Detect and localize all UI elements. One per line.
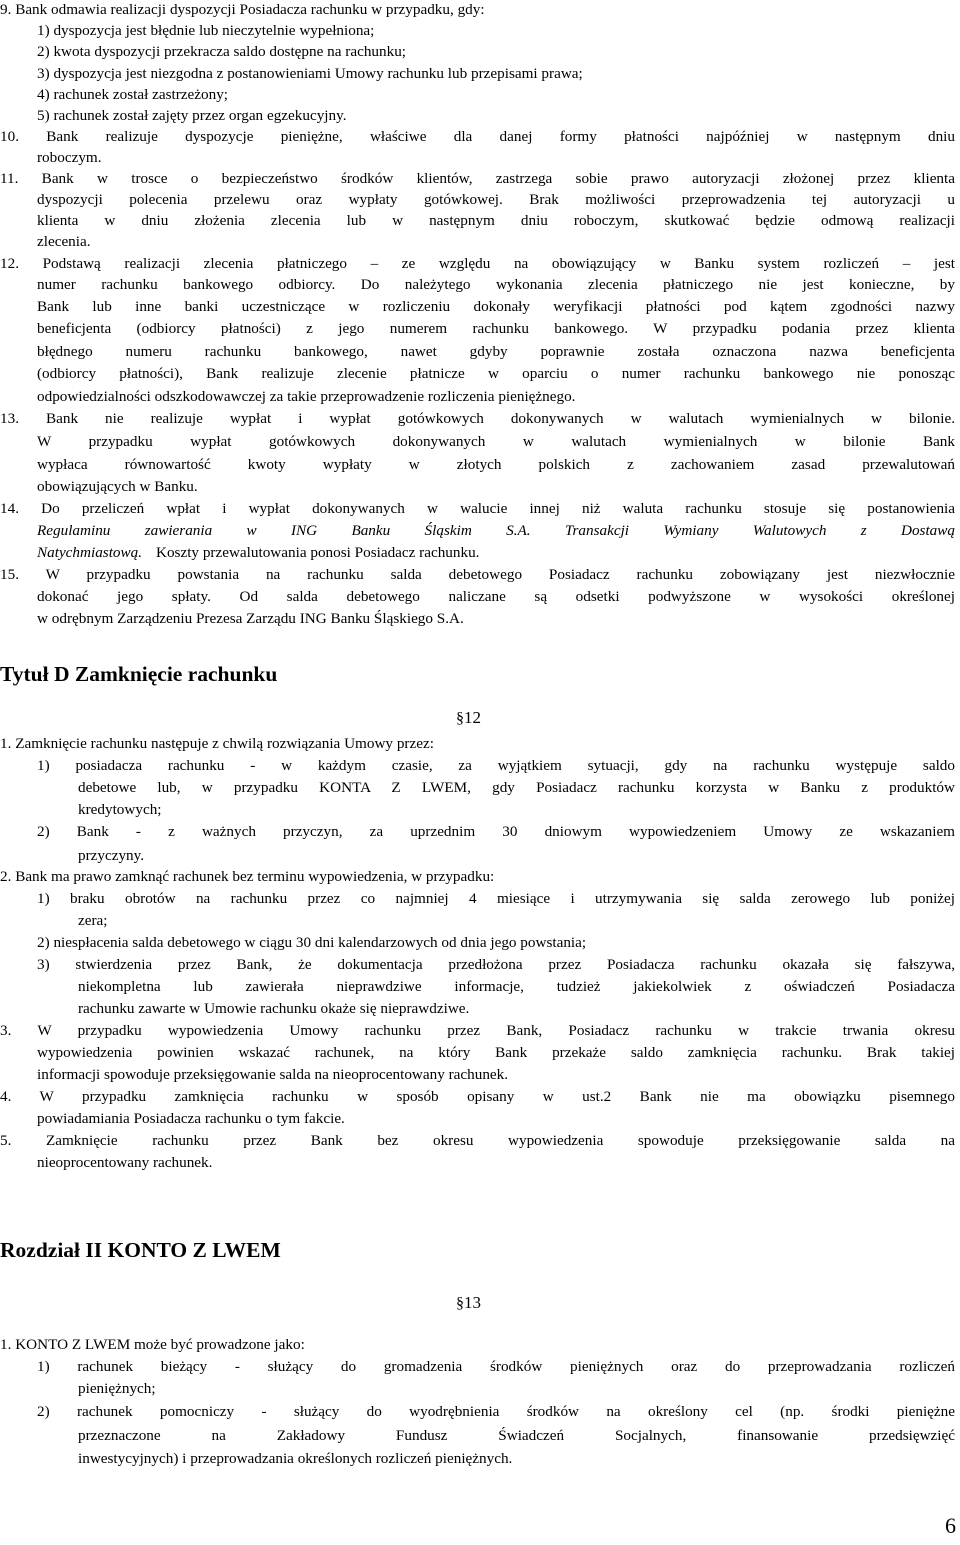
text-line: wypowiedzenia powinien wskazać rachunek, na który Bank przekaże saldo zamknięcia rachunku. Brak takiej <box>37 1044 955 1061</box>
text-line: 15. W przypadku powstania na rachunku salda debetowego Posiadacz rachunku zobowiązany jest niezwłocznie <box>0 566 955 583</box>
text-line: inwestycyjnych) i przeprowadzania określonych rozliczeń pieniężnych. <box>78 1450 513 1467</box>
text-line: przyczyny. <box>78 847 145 864</box>
text-line: 1) braku obrotów na rachunku przez co najmniej 4 miesiące i utrzymywania się salda zerowego lub poniżej <box>37 890 955 907</box>
text-line: debetowe lub, w przypadku KONTA Z LWEM, gdy Posiadacz rachunku korzysta w Banku z produktów <box>78 779 955 796</box>
text-line: W przypadku wypłat gotówkowych dokonywanych w walutach wymienialnych w bilonie Bank <box>37 433 955 450</box>
heading-chapter-ii: Rozdział II KONTO Z LWEM <box>0 1238 281 1262</box>
text-line: przeznaczone na Zakładowy Fundusz Świadczeń Socjalnych, finansowanie przedsięwzięć <box>78 1427 955 1444</box>
text-line: Koszty przewalutowania ponosi Posiadacz rachunku. <box>156 544 480 561</box>
text-line: Natychmiastową. <box>37 544 143 561</box>
text-line: klienta w dniu złożenia zlecenia lub w następnym dniu roboczym, skutkować będzie odmową realizacji <box>37 212 955 229</box>
text-line: (odbiorcy płatności), Bank realizuje zlecenie płatnicze w oparciu o numer rachunku bankowego nie ponosząc <box>37 365 955 382</box>
text-line: kredytowych; <box>78 801 162 818</box>
text-line: roboczym. <box>37 149 102 166</box>
text-line: powiadamiania Posiadacza rachunku o tym fakcie. <box>37 1110 345 1127</box>
text-line: rachunku zawarte w Umowie rachunku okaże się nieprawdziwe. <box>78 1000 470 1017</box>
section-symbol-icon: § <box>456 1295 464 1312</box>
text-line: 4. W przypadku zamknięcia rachunku w sposób opisany w ust.2 Bank nie ma obowiązku pisemnego <box>0 1088 955 1105</box>
text-line: 11. Bank w trosce o bezpieczeństwo środków klientów, zastrzega sobie prawo autoryzacji złożonej przez klienta <box>0 170 955 187</box>
text-line: 5. Zamknięcie rachunku przez Bank bez okresu wypowiedzenia spowoduje przeksięgowanie salda na <box>0 1132 955 1149</box>
text-line: 2) niespłacenia salda debetowego w ciągu 30 dni kalendarzowych od dnia jego powstania; <box>37 934 587 951</box>
text-line: beneficjenta (odbiorcy płatności) z jego numerem rachunku bankowego. W przypadku podania przez klienta <box>37 320 955 337</box>
text-line: 2) rachunek pomocniczy - służący do wyodrębnienia środków na określony cel (np. środki pieniężne <box>37 1403 955 1420</box>
text-line: 3. W przypadku wypowiedzenia Umowy rachunku przez Bank, Posiadacz rachunku w trakcie trwania okresu <box>0 1022 955 1039</box>
text-line: zlecenia. <box>37 233 91 250</box>
text-line: w odrębnym Zarządzeniu Prezesa Zarządu ING Banku Śląskiego S.A. <box>37 610 464 627</box>
section-symbol-icon: § <box>456 710 464 727</box>
heading-title-d: Tytuł D Zamknięcie rachunku <box>0 662 278 686</box>
text-line: 3) dyspozycja jest niezgodna z postanowieniami Umowy rachunku lub przepisami prawa; <box>37 65 583 82</box>
text-line: 12. Podstawą realizacji zlecenia płatniczego – ze względu na obowiązujący w Banku system rozliczeń – jest <box>0 255 955 272</box>
section-number-13: §13 <box>456 1293 481 1312</box>
text-line: 2) kwota dyspozycji przekracza saldo dostępne na rachunku; <box>37 43 407 60</box>
text-line: zera; <box>78 912 108 929</box>
page-number: 6 <box>945 1513 956 1538</box>
text-line: nieoprocentowany rachunek. <box>37 1154 213 1171</box>
text-line: Bank lub inne banki uczestniczące w rozliczeniu dokonały weryfikacji płatności pod kątem zgodności nazwy <box>37 298 955 315</box>
text-line: 14. Do przeliczeń wpłat i wypłat dokonywanych w walucie innej niż waluta rachunku stosuje się postanowienia <box>0 500 955 517</box>
text-line: 1. Zamknięcie rachunku następuje z chwilą rozwiązania Umowy przez: <box>0 735 434 752</box>
text-line: wypłaca równowartość kwoty wypłaty w złotych polskich z zachowaniem zasad przewalutowań <box>37 456 955 473</box>
section-number-12: §12 <box>456 708 481 727</box>
text-line: błędnego numeru rachunku bankowego, nawet gdyby poprawnie została oznaczona nazwa beneficjenta <box>37 343 955 360</box>
text-line: 9. Bank odmawia realizacji dyspozycji Posiadacza rachunku w przypadku, gdy: <box>0 1 485 18</box>
text-line: 2) Bank - z ważnych przyczyn, za uprzednim 30 dniowym wypowiedzeniem Umowy ze wskazaniem <box>37 823 955 840</box>
text-line: odpowiedzialności odszkodowawczej za takie przeprowadzenie rozliczenia pieniężnego. <box>37 388 576 405</box>
text-line: numer rachunku bankowego odbiorcy. Do należytego wykonania zlecenia płatniczego nie jest konieczne, by <box>37 276 955 293</box>
text-line: 1) rachunek bieżący - służący do gromadzenia środków pieniężnych oraz do przeprowadzania rozliczeń <box>37 1358 955 1375</box>
text-line: 2. Bank ma prawo zamknąć rachunek bez terminu wypowiedzenia, w przypadku: <box>0 868 495 885</box>
text-line: 5) rachunek został zajęty przez organ egzekucyjny. <box>37 107 347 124</box>
text-line: niekompletna lub zawierała nieprawdziwe informacje, tudzież jakiekolwiek z oświadczeń Posiadacza <box>78 978 955 995</box>
text-line: 1) posiadacza rachunku - w każdym czasie, za wyjątkiem sytuacji, gdy na rachunku występuje saldo <box>37 757 955 774</box>
text-line: 1) dyspozycja jest błędnie lub nieczytelnie wypełniona; <box>37 22 375 39</box>
text-line: pieniężnych; <box>78 1380 156 1397</box>
text-line: informacji spowoduje przeksięgowanie salda na nieoprocentowany rachunek. <box>37 1066 509 1083</box>
text-line: 4) rachunek został zastrzeżony; <box>37 86 229 103</box>
text-line: Regulaminu zawierania w ING Banku Śląskim S.A. Transakcji Wymiany Walutowych z Dostawą <box>37 522 955 539</box>
text-line: 1. KONTO Z LWEM może być prowadzone jako: <box>0 1336 305 1353</box>
text-line: 13. Bank nie realizuje wypłat i wypłat gotówkowych dokonywanych w walutach wymienialnych w bilonie. <box>0 410 955 427</box>
text-line: dyspozycji polecenia przelewu oraz wypłaty gotówkowej. Brak możliwości przeprowadzenia tej autoryzacji u <box>37 191 955 208</box>
text-line: dokonać jego spłaty. Od salda debetowego naliczane są odsetki podwyższone w wysokości określonej <box>37 588 955 605</box>
text-line: obowiązujących w Banku. <box>37 478 198 495</box>
text-line: 10. Bank realizuje dyspozycje pieniężne, właściwe dla danej formy płatności najpóźniej w następnym dniu <box>0 128 955 145</box>
text-line: 3) stwierdzenia przez Bank, że dokumentacja przedłożona przez Posiadacza rachunku okazała się fałszywa, <box>37 956 955 973</box>
